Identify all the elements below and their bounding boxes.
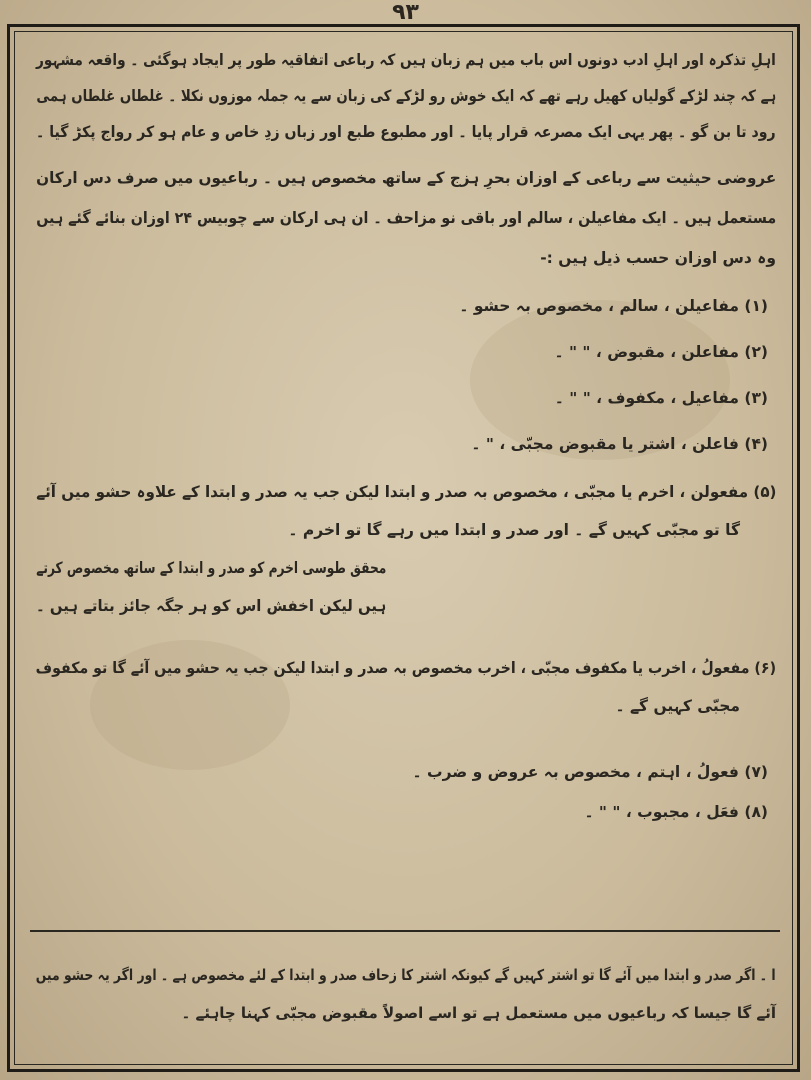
- list-item: (۶) مفعولُ ، اخرب یا مکفوف مجبّی ، اخرب مخصوص بہ صدر و ابتدا لیکن جب یہ حشو میں آئے گا تو مکفوف: [35, 659, 776, 677]
- text-line: اہلِ تذکرہ اور اہلِ ادب دونوں اس باب میں ہم زبان ہیں کہ رباعی اتفاقیہ طور پر ایجاد ہوگئی ۔ واقعہ مشہور: [36, 51, 776, 69]
- text-line: محقق طوسی اخرم کو صدر و ابتدا کے ساتھ مخصوص کرتے: [35, 559, 386, 577]
- body-text: [36, 46, 776, 926]
- list-item: (۲) مفاعلن ، مقبوض ، " " ۔: [554, 343, 768, 361]
- footnote-divider: [30, 930, 780, 932]
- text-line: ہے کہ چند لڑکے گولیاں کھیل رہے تھے کہ ایک خوش رو لڑکے کی زبان سے یہ جملہ موزوں نکلا ۔ غلطاں غلطاں ہمی: [36, 87, 776, 105]
- page-number: ۹۳: [392, 0, 419, 25]
- text-line: رود تا بن گو ۔ پھر یہی ایک مصرعہ قرار پایا ۔ اور مطبوع طبع اور زباں زدِ خاص و عام ہو کر رواج پکڑ گیا ۔: [36, 123, 776, 141]
- footnote-line: ا ۔ اگر صدر و ابتدا میں آئے گا تو اشتر کہیں گے کیونکہ اشتر کا زحاف صدر و ابتدا کے لئے مخصوص ہے ۔ اور اگر یہ حشو میں: [36, 966, 776, 984]
- list-item: (۷) فعولُ ، اہتم ، مخصوص بہ عروض و ضرب ۔: [412, 763, 768, 781]
- text-line: عروضی حیثیت سے رباعی کے اوزان بحرِ ہزج کے ساتھ مخصوص ہیں ۔ رباعیوں میں صرف دس ارکان: [35, 169, 776, 187]
- text-line: گا تو مجبّی کہیں گے ۔ اور صدر و ابتدا میں رہے گا تو اخرم ۔: [288, 521, 740, 539]
- text-line: مستعمل ہیں ۔ ایک مفاعیلن ، سالم اور باقی نو مزاحف ۔ ان ہی ارکان سے چوبیس ۲۴ اوزان بنائے گئے ہیں: [36, 209, 777, 227]
- text-line: مجبّی کہیں گے ۔: [615, 697, 740, 715]
- text-line: ہیں لیکن اخفش اس کو ہر جگہ جائز بتاتے ہیں ۔: [35, 597, 386, 615]
- list-item: (۳) مفاعیل ، مکفوف ، " " ۔: [554, 389, 768, 407]
- list-item: (۴) فاعلن ، اشتر یا مقبوض مجبّی ، " ۔: [471, 435, 768, 453]
- footnote-line: آئے گا جیسا کہ رباعیوں میں مستعمل ہے تو اسے اصولاً مقبوض مجبّی کہنا چاہئے ۔: [181, 1004, 776, 1022]
- list-item: (۱) مفاعیلن ، سالم ، مخصوص بہ حشو ۔: [459, 297, 768, 315]
- text-line: وہ دس اوزان حسب ذیل ہیں :-: [540, 249, 776, 267]
- footnote: [36, 960, 776, 1060]
- list-item: (۵) مفعولن ، اخرم یا مجبّی ، مخصوص بہ صدر و ابتدا لیکن جب یہ صدر و ابتدا کے علاوہ حشو میں آئے: [35, 483, 776, 501]
- list-item: (۸) فعَل ، مجبوب ، " " ۔: [584, 803, 768, 821]
